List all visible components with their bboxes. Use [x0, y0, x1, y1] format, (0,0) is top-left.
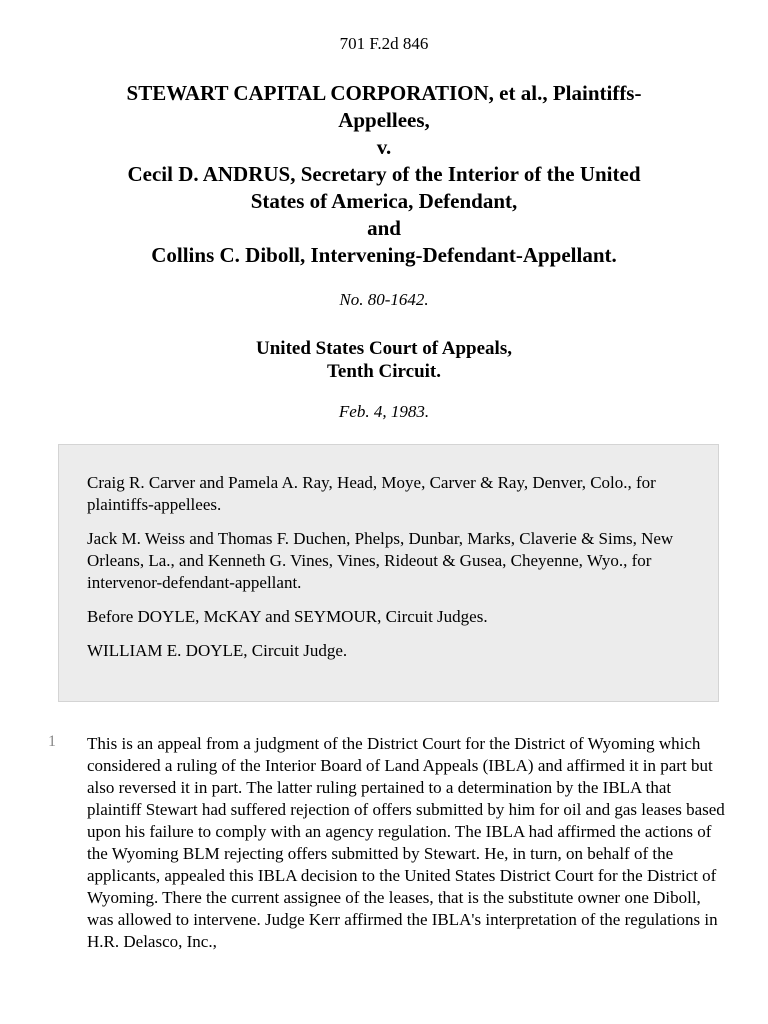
- caption-line: Cecil D. ANDRUS, Secretary of the Interior of the United: [127, 162, 641, 186]
- judges-panel: Before DOYLE, McKAY and SEYMOUR, Circuit Judges.: [87, 607, 488, 626]
- caption-line: States of America, Defendant,: [250, 189, 518, 213]
- counsel-intervenor: Jack M. Weiss and Thomas F. Duchen, Phelps, Dunbar, Marks, Claverie & Sims, New Orleans, La., and Kenneth G. Vines, Vines, Rideout & Gusea, Cheyenne, Wyo., for intervenor-defendant-appellant.: [87, 529, 674, 592]
- case-citation: 701 F.2d 846: [339, 34, 429, 53]
- caption-line: Appellees,: [338, 108, 430, 132]
- docket-number: No. 80-1642.: [339, 290, 429, 309]
- counsel-plaintiffs: Craig R. Carver and Pamela A. Ray, Head, Moye, Carver & Ray, Denver, Colo., for plaintiffs-appellees.: [87, 473, 656, 514]
- decision-date: Feb. 4, 1983.: [338, 402, 430, 421]
- paragraph-text: This is an appeal from a judgment of the District Court for the District of Wyoming which considered a ruling of the Interior Board of Land Appeals (IBLA) and affirmed it in part but also reversed it in part. The latter ruling pertained to a determination by the IBLA that plaintiff Stewart had suffered rejection of offers submitted by him for oil and gas leases based upon his failure to comply with an agency regulation. The IBLA had affirmed the actions of the Wyoming BLM rejecting offers submitted by Stewart. He, in turn, on behalf of the applicants, appealed this IBLA decision to the United States District Court for the District of Wyoming. There the current assignee of the leases, that is the substitute owner one Diboll, was allowed to intervene. Judge Kerr affirmed the IBLA's interpretation of the regulations in H.R. Delasco, Inc.,: [87, 734, 725, 951]
- counsel-panel: [58, 444, 719, 702]
- court-name: [0, 337, 768, 383]
- paragraph-number[interactable]: 1: [48, 733, 56, 750]
- opinion-author: WILLIAM E. DOYLE, Circuit Judge.: [87, 641, 348, 660]
- court-line: Tenth Circuit.: [326, 361, 442, 382]
- court-line: United States Court of Appeals,: [256, 338, 512, 359]
- caption-line: STEWART CAPITAL CORPORATION, et al., Plaintiffs-: [126, 81, 642, 105]
- caption-line: v.: [376, 135, 392, 159]
- case-caption: [60, 80, 708, 269]
- caption-line: Collins C. Diboll, Intervening-Defendant-Appellant.: [151, 243, 617, 267]
- caption-line: and: [367, 216, 401, 240]
